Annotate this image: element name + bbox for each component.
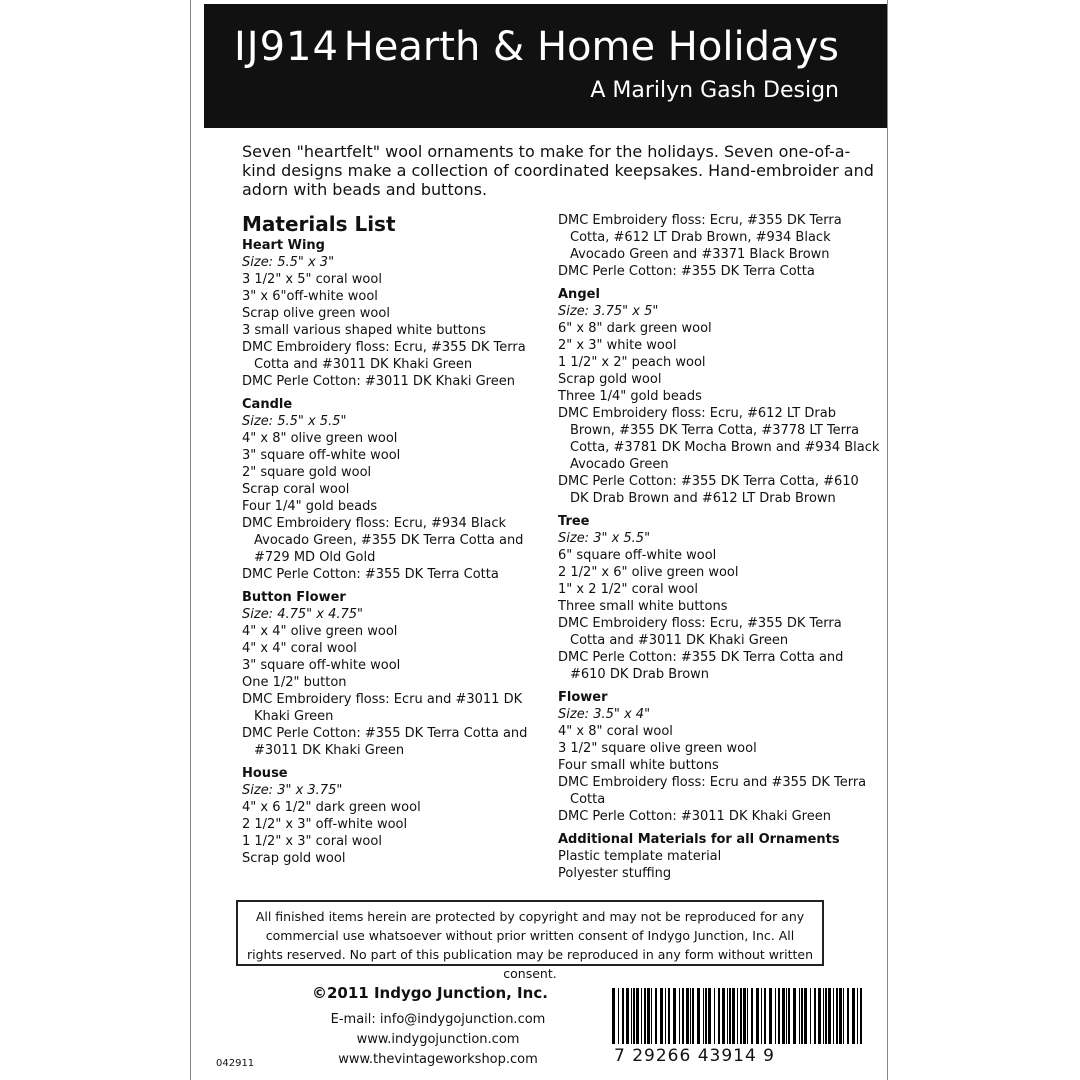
- section-title: House: [242, 766, 288, 781]
- material-item: DMC Embroidery floss: Ecru, #612 LT Drab Brown, #355 DK Terra Cotta, #3778 LT Terra Cotta, #3781 DK Mocha Brown and #934 Black Avocado Green: [558, 406, 880, 472]
- materials-right-column: [558, 212, 880, 888]
- materials-title: Materials List: [242, 212, 396, 236]
- barcode-bar: [660, 988, 663, 1044]
- size-line: Size: 3.75" x 5": [558, 304, 659, 319]
- material-item: 3 1/2" square olive green wool: [558, 741, 757, 756]
- copyright-notice: All finished items herein are protected by copyright and may not be reproduced for any commercial use whatsoever without prior written consent of Indygo Junction, Inc. All rights reserved. No part of this publication may be reproduced in any form without written consent.: [236, 900, 824, 966]
- intro-text: Seven "heartfelt" wool ornaments to make for the holidays. Seven one-of-a-kind designs make a collection of coordinated keepsakes. Hand-embroider and adorn with beads and buttons.: [242, 142, 874, 199]
- barcode-bar: [843, 988, 844, 1044]
- contact-info: [318, 1010, 558, 1070]
- barcode-bar: [825, 988, 827, 1044]
- barcode-bar: [839, 988, 842, 1044]
- barcode-bar: [679, 988, 680, 1044]
- barcode-bar: [836, 988, 838, 1044]
- barcode-bar: [793, 988, 796, 1044]
- barcode-bar: [814, 988, 816, 1044]
- barcode-bar: [618, 988, 619, 1044]
- material-item: DMC Embroidery floss: Ecru, #355 DK Terra Cotta, #612 LT Drab Brown, #934 Black Avocado Green and #3371 Black Brown: [558, 213, 842, 262]
- material-item: 2 1/2" x 6" olive green wool: [558, 565, 739, 580]
- pattern-code: IJ914: [234, 24, 339, 70]
- barcode-bar: [692, 988, 694, 1044]
- barcode-bar: [722, 988, 725, 1044]
- material-item: DMC Perle Cotton: #355 DK Terra Cotta: [558, 264, 815, 279]
- material-item: 4" x 8" coral wool: [558, 724, 673, 739]
- materials-left-column: [242, 212, 542, 873]
- material-item: Four 1/4" gold beads: [242, 499, 378, 514]
- material-item: Plastic template material: [558, 849, 722, 864]
- barcode-bar: [714, 988, 715, 1044]
- barcode-bar: [810, 988, 811, 1044]
- section-title: Candle: [242, 397, 293, 412]
- material-item: One 1/2" button: [242, 675, 347, 690]
- barcode-bar: [740, 988, 742, 1044]
- barcode-bar: [852, 988, 855, 1044]
- material-item: 2" square gold wool: [242, 465, 372, 480]
- barcode-bar: [708, 988, 711, 1044]
- size-line: Size: 3" x 3.75": [242, 783, 343, 798]
- material-item: DMC Embroidery floss: Ecru and #355 DK Terra Cotta: [558, 775, 867, 807]
- material-item: 4" x 8" olive green wool: [242, 431, 398, 446]
- size-line: Size: 3" x 5.5": [558, 531, 651, 546]
- barcode-bar: [786, 988, 787, 1044]
- barcode-bar: [775, 988, 776, 1044]
- sku-number: 042911: [216, 1058, 255, 1069]
- barcode-bar: [673, 988, 676, 1044]
- barcode-bar: [860, 988, 862, 1044]
- barcode-bar: [697, 988, 700, 1044]
- copyright-line: ©2011 Indygo Junction, Inc.: [312, 984, 548, 1002]
- section-title: Additional Materials for all Ornaments: [558, 832, 840, 847]
- material-item: 2 1/2" x 3" off-white wool: [242, 817, 408, 832]
- barcode-bar: [647, 988, 650, 1044]
- barcode-bar: [764, 988, 766, 1044]
- material-item: DMC Embroidery floss: Ecru, #934 Black Avocado Green, #355 DK Terra Cotta and #729 MD Old Gold: [242, 516, 524, 565]
- barcode-digits: 7 29266 43914 9: [614, 1046, 776, 1066]
- barcode-bar: [743, 988, 746, 1044]
- barcode-bar: [641, 988, 642, 1044]
- barcode-bar: [686, 988, 689, 1044]
- materials-section: [558, 831, 880, 882]
- barcode-image: [610, 988, 868, 1044]
- website-link: www.indygojunction.com: [356, 1032, 520, 1047]
- barcode-bar: [737, 988, 738, 1044]
- material-item: Scrap gold wool: [242, 851, 346, 866]
- section-title: Flower: [558, 690, 608, 705]
- barcode-bar: [655, 988, 657, 1044]
- material-item: 6" square off-white wool: [558, 548, 717, 563]
- barcode-bar: [682, 988, 684, 1044]
- material-item: 4" x 6 1/2" dark green wool: [242, 800, 421, 815]
- material-item: Scrap coral wool: [242, 482, 350, 497]
- material-item: 2" x 3" white wool: [558, 338, 677, 353]
- materials-section: [558, 513, 880, 683]
- barcode-bar: [756, 988, 759, 1044]
- material-item: DMC Perle Cotton: #3011 DK Khaki Green: [558, 809, 831, 824]
- material-item: Three small white buttons: [558, 599, 728, 614]
- material-item: DMC Embroidery floss: Ecru, #355 DK Terra Cotta and #3011 DK Khaki Green: [558, 616, 842, 648]
- material-item: DMC Perle Cotton: #355 DK Terra Cotta and #3011 DK Khaki Green: [242, 726, 528, 758]
- barcode-bar: [718, 988, 720, 1044]
- materials-section: [558, 689, 880, 825]
- barcode-bar: [857, 988, 858, 1044]
- material-item: Four small white buttons: [558, 758, 719, 773]
- material-item: DMC Embroidery floss: Ecru, #355 DK Terra Cotta and #3011 DK Khaki Green: [242, 340, 526, 372]
- barcode-bar: [732, 988, 735, 1044]
- material-item: 3 1/2" x 5" coral wool: [242, 272, 382, 287]
- barcode-bar: [747, 988, 748, 1044]
- material-item: Scrap olive green wool: [242, 306, 390, 321]
- barcode-bar: [690, 988, 691, 1044]
- material-item: 4" x 4" olive green wool: [242, 624, 398, 639]
- barcode-bar: [804, 988, 807, 1044]
- material-item: 3" square off-white wool: [242, 658, 401, 673]
- material-item: 1 1/2" x 3" coral wool: [242, 834, 382, 849]
- material-item: DMC Perle Cotton: #355 DK Terra Cotta, #610 DK Drab Brown and #612 LT Drab Brown: [558, 474, 859, 506]
- materials-section-continued: [558, 212, 880, 280]
- barcode-bar: [751, 988, 753, 1044]
- materials-section: [558, 286, 880, 507]
- barcode-bar: [668, 988, 670, 1044]
- section-title: Angel: [558, 287, 600, 302]
- email-text: E-mail: info@indygojunction.com: [330, 1012, 546, 1027]
- material-item: Three 1/4" gold beads: [558, 389, 702, 404]
- barcode-bar: [651, 988, 652, 1044]
- section-title: Heart Wing: [242, 238, 325, 253]
- material-item: 3 small various shaped white buttons: [242, 323, 486, 338]
- designer-credit: A Marilyn Gash Design: [590, 78, 839, 103]
- material-item: DMC Perle Cotton: #355 DK Terra Cotta and #610 DK Drab Brown: [558, 650, 844, 682]
- barcode-bar: [633, 988, 635, 1044]
- barcode-bar: [823, 988, 824, 1044]
- barcode-bar: [636, 988, 639, 1044]
- material-item: 3" x 6"off-white wool: [242, 289, 378, 304]
- barcode-bar: [703, 988, 704, 1044]
- size-line: Size: 3.5" x 4": [558, 707, 651, 722]
- barcode-bar: [665, 988, 666, 1044]
- barcode-bar: [847, 988, 849, 1044]
- barcode-bar: [622, 988, 624, 1044]
- material-item: DMC Perle Cotton: #3011 DK Khaki Green: [242, 374, 515, 389]
- barcode-bar: [782, 988, 785, 1044]
- materials-section: [242, 237, 542, 390]
- section-title: Tree: [558, 514, 590, 529]
- barcode-bar: [833, 988, 834, 1044]
- pattern-title: Hearth & Home Holidays: [343, 24, 839, 70]
- barcode-bar: [799, 988, 800, 1044]
- material-item: 1 1/2" x 2" peach wool: [558, 355, 706, 370]
- barcode-bar: [644, 988, 646, 1044]
- material-item: 6" x 8" dark green wool: [558, 321, 712, 336]
- barcode-bar: [631, 988, 632, 1044]
- barcode-bar: [828, 988, 831, 1044]
- material-item: Scrap gold wool: [558, 372, 662, 387]
- size-line: Size: 4.75" x 4.75": [242, 607, 364, 622]
- barcode-bar: [778, 988, 780, 1044]
- barcode-bar: [729, 988, 731, 1044]
- size-line: Size: 5.5" x 3": [242, 255, 335, 270]
- size-line: Size: 5.5" x 5.5": [242, 414, 347, 429]
- barcode-bar: [612, 988, 615, 1044]
- barcode-bar: [761, 988, 762, 1044]
- material-item: Polyester stuffing: [558, 866, 672, 881]
- material-item: 1" x 2 1/2" coral wool: [558, 582, 698, 597]
- barcode-bar: [727, 988, 728, 1044]
- barcode-bar: [626, 988, 629, 1044]
- website-link: www.thevintageworkshop.com: [338, 1052, 538, 1067]
- material-item: DMC Perle Cotton: #355 DK Terra Cotta: [242, 567, 499, 582]
- material-item: 4" x 4" coral wool: [242, 641, 357, 656]
- header-banner: [204, 4, 887, 128]
- material-item: DMC Embroidery floss: Ecru and #3011 DK Khaki Green: [242, 692, 523, 724]
- section-title: Button Flower: [242, 590, 346, 605]
- barcode-bar: [818, 988, 821, 1044]
- barcode-bar: [705, 988, 707, 1044]
- barcode-bar: [801, 988, 803, 1044]
- barcode-bar: [788, 988, 790, 1044]
- materials-section: [242, 765, 542, 867]
- materials-section: [242, 589, 542, 759]
- materials-section: [242, 396, 542, 583]
- barcode-bar: [769, 988, 772, 1044]
- material-item: 3" square off-white wool: [242, 448, 401, 463]
